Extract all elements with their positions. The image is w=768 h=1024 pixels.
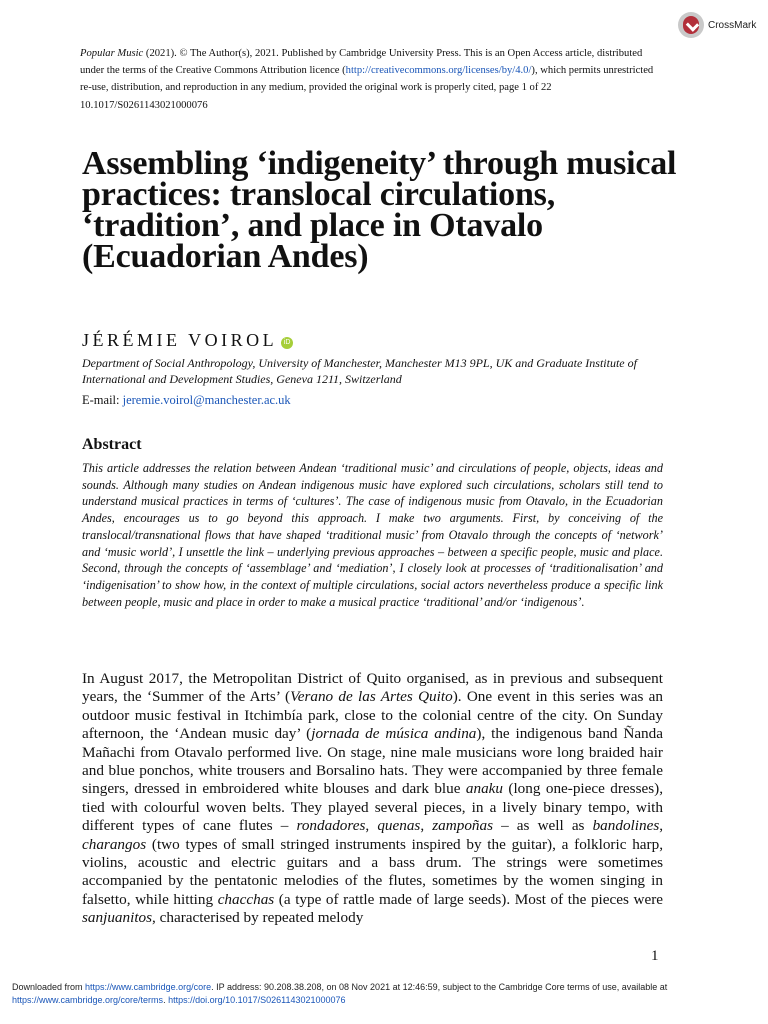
crossmark-icon <box>678 12 704 38</box>
doi: 10.1017/S0261143021000076 <box>80 99 208 111</box>
citation-header <box>80 45 664 114</box>
affiliation: Department of Social Anthropology, University of Manchester, Manchester M13 9PL, UK and Graduate Institute of International and Development Studies, Geneva 1211, Switzerland <box>82 356 637 386</box>
orcid-icon[interactable]: iD <box>281 337 293 349</box>
email-link[interactable]: jeremie.voirol@manchester.ac.uk <box>122 393 291 407</box>
abstract-heading: Abstract <box>82 436 142 453</box>
article-title: Assembling ‘indigeneity’ through musical practices: translocal circulations, ‘tradition’, and place in Otavalo (Ecuadorian Andes) <box>82 145 677 275</box>
email-label: E-mail: <box>82 393 123 407</box>
body-paragraph: In August 2017, the Metropolitan District of Quito organised, as in previous and subsequent years, the ‘Summer of the Arts’ (Verano de las Artes Quito). One event in this series was an outdoor music festival in Itchimbía park, close to the colonial centre of the city. On Sunday afternoon, the ‘Andean music day’ (jornada de música andina), the indigenous band Ñanda Mañachi from Otavalo performed live. On stage, nine male musicians wore long braided hair and blue ponchos, white trousers and Borsalino hats. They were accompanied by three female singers, dressed in embroidered white blouses and dark blue anaku (long one-piece dresses), tied with colourful woven belts. They played several pieces, in a lively binary tempo, with different types of cane flutes – rondadores, quenas, zampoñas – as well as bandolines, charangos (two types of small stringed instruments inspired by the guitar), a folkloric harp, violins, acoustic and electric guitars and a bass drum. The strings were sometimes accompanied by the pentatonic melodies of the flutes, sometimes by the women singing in falsetto, while hitting chacchas (a type of rattle made of large seeds). Most of the pieces were sanjuanitos, characterised by repeated melody <box>82 670 664 927</box>
page-number: 1 <box>651 948 659 964</box>
terms-link[interactable]: https://www.cambridge.org/core/terms <box>12 995 164 1005</box>
author-line <box>82 330 293 351</box>
doi-link[interactable]: https://doi.org/10.1017/S0261143021000076 <box>168 995 346 1005</box>
download-footer: Downloaded from https://www.cambridge.org/core. IP address: 90.208.38.208, on 08 Nov 2021 at 12:46:59, subject to the Cambridge Core terms of use, available at https://www.cambridge.org/core/terms. https://doi.org/10.1017/S0261143021000076 <box>12 982 668 1005</box>
crossmark-label: CrossMark <box>708 19 757 31</box>
citation-text-2: ), which permits unrestricted re-use, distribution, and reproduction in any medium, provided the original work is properly cited, page 1 of 22 <box>80 65 654 94</box>
author-name: JÉRÉMIE VOIROL <box>82 330 278 350</box>
citation-text: (2021). © The Author(s), 2021. Published by Cambridge University Press. This is an Open Access article, distributed under the terms of the Creative Commons Attribution licence ( <box>80 48 643 77</box>
journal-name: Popular Music <box>80 48 144 59</box>
core-link[interactable]: https://www.cambridge.org/core <box>85 982 212 992</box>
abstract-text: This article addresses the relation between Andean ‘traditional music’ and circulations of people, objects, ideas and sounds. Although many studies on Andean indigenous music have explored such circulations, scholars still tend to understand musical practices in terms of ‘cultures’. The case of indigenous music from Otavalo, in the Ecuadorian Andes, encourages us to go beyond this approach. I make two arguments. First, by conceiving of the translocal/transnational flows that have shaped ‘traditional music’ from Otavalo through the concepts of ‘network’ and ‘music world’, I unsettle the link – underlying previous approaches – between a specific people, music and place. Second, through the concepts of ‘assemblage’ and ‘mediation’, I closely look at processes of ‘traditionalisation’ and ‘indigenisation’ to show how, in the context of multiple circulations, social actors nevertheless produce a specific link between people, music and place in order to make a musical practice ‘traditional’ and/or ‘indigenous’. <box>82 461 663 609</box>
license-link[interactable]: http://creativecommons.org/licenses/by/4.0/ <box>345 65 532 77</box>
email-line <box>82 393 291 408</box>
crossmark-badge[interactable] <box>678 12 756 38</box>
